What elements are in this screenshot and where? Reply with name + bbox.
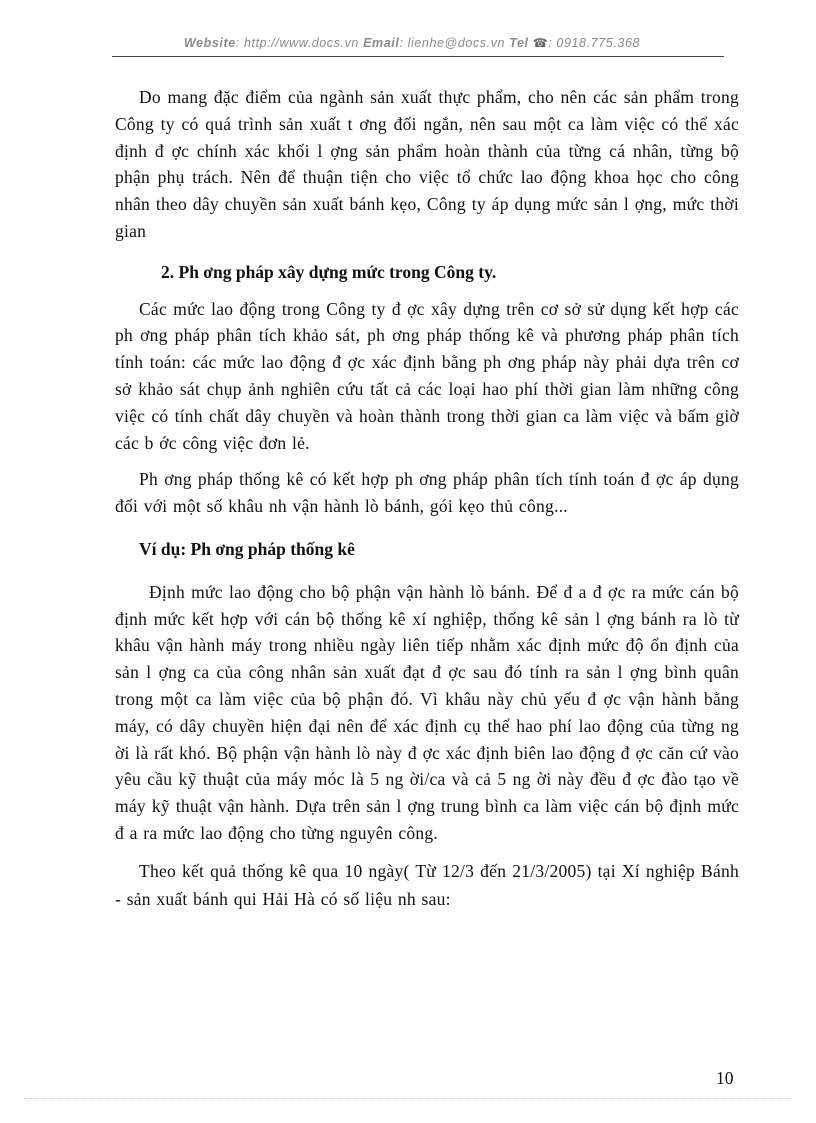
example-heading: Ví dụ: Ph ơng pháp thống kê [139, 538, 355, 559]
document-body [115, 84, 739, 913]
tel-label: Tel [509, 36, 529, 50]
email-label: Email [363, 36, 400, 50]
method-paragraph: Các mức lao động trong Công ty đ ợc xây dựng trên cơ sở sử dụng kết hợp các ph ơng pháp phân tích khảo sát, ph ơng pháp thống kê và phương pháp phân tích tính toán: các mức lao động đ ợc xác định bằng ph ơng pháp này phải dựa trên cơ sở khảo sát chụp ảnh nghiên cứu tất cả các loại hao phí thời gian làm những công việc có tính chất dây chuyền và hoàn thành trong thời gian ca làm việc và bấm giờ các b ớc công việc đơn lẻ. [115, 298, 739, 453]
page-header [112, 36, 712, 50]
header-divider [112, 56, 724, 57]
intro-paragraph: Do mang đặc điểm của ngành sản xuất thực phẩm, cho nên các sản phẩm trong Công ty có quá trình sản xuất t ơng đối ngắn, nên sau một ca làm việc có thể xác định đ ợc chính xác khối l ợng sản phẩm hoàn thành của từng cá nhân, từng bộ phận phụ trách. Nên để thuận tiện cho việc tổ chức lao động khoa học cho công nhân theo dây chuyền sản xuất bánh kẹo, Công ty áp dụng mức sản l ợng, mức thời gian [115, 87, 739, 241]
page-number: 10 [716, 1068, 734, 1088]
statistical-method-paragraph: Ph ơng pháp thống kê có kết hợp ph ơng pháp phân tích tính toán đ ợc áp dụng đối với một số khâu nh vận hành lò bánh, gói kẹo thủ công... [115, 469, 739, 517]
footer-divider [24, 1098, 792, 1099]
email-address[interactable]: : lienhe@docs.vn [399, 36, 506, 50]
statistics-intro-paragraph: Theo kết quả thống kê qua 10 ngày( Từ 12/3 đến 21/3/2005) tại Xí nghiệp Bánh - sản xuất bánh qui Hải Hà có số liệu nh sau: [115, 860, 739, 909]
section-2-heading: 2. Ph ơng pháp xây dựng mức trong Công ty. [161, 261, 497, 282]
telephone-icon: ☎ [532, 36, 549, 50]
website-label: Website [183, 36, 236, 50]
tel-number: : 0918.775.368 [548, 36, 641, 50]
example-paragraph: Định mức lao động cho bộ phận vận hành lò bánh. Để đ a đ ợc ra mức cán bộ định mức kết hợp với cán bộ thống kê xí nghiệp, thống kê sản l ợng bánh ra lò từ khâu vận hành máy trong nhiều ngày liên tiếp nhằm xác định mức độ ổn định của sản l ợng ca của công nhân sản xuất đạt đ ợc sau đó tính ra sản l ợng bình quân trong một ca làm việc của bộ phận đó. Vì khâu này chủ yếu đ ợc vận hành bằng máy, có dây chuyền hiện đại nên để xác định cụ thể hao phí lao động của từng ng ời là rất khó. Bộ phận vận hành lò này đ ợc xác định biên lao động đ ợc căn cứ vào yêu cầu kỹ thuật của máy móc là 5 ng ời/ca và cả 5 ng ời này đều đ ợc đào tạo về máy kỹ thuật vận hành. Dựa trên sản l ợng trung bình ca làm việc cán bộ định mức đ a ra mức lao động cho từng nguyên công. [115, 581, 739, 843]
website-url[interactable]: : http://www.docs.vn [235, 36, 359, 50]
